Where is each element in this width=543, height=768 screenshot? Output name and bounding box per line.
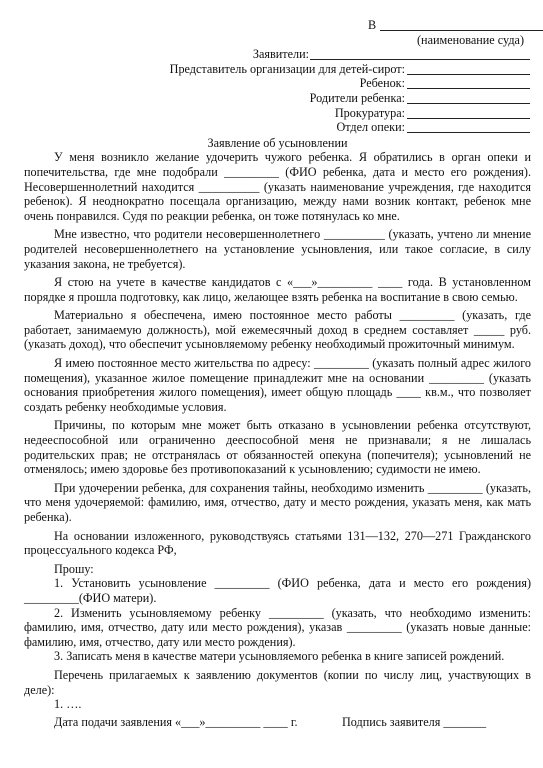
child-field[interactable] bbox=[407, 76, 530, 89]
paragraph-legal-basis: На основании изложенного, руководствуясь статьями 131—132, 270—271 Гражданского процессуального кодекса РФ, bbox=[24, 528, 531, 558]
applicants-row bbox=[24, 47, 531, 62]
parents-label: Родители ребенка: bbox=[309, 90, 405, 105]
applicant-signature: Подпись заявителя _______ bbox=[342, 714, 487, 729]
paragraph-intent: У меня возникло желание удочерить чужого ребенка. Я обратились в орган опеки и попечительства, где мне подобрали _________ (ФИО ребенка, дата и место его рождения). Несовершеннолетний находится __________ (указать наименование учреждения, где находится ребенок). Я неоднократно посещала организацию, между нами возник контакт, ребенок мне очень понравился. Судя по реакции ребенка, он тоже потянулась ко мне. bbox=[24, 150, 531, 223]
applicants-field[interactable] bbox=[310, 47, 530, 60]
paragraph-residence: Я имею постоянное место жительства по адресу: _________ (указать полный адрес жилого помещения), указанное жилое помещение принадлежит мне на основании _________ (указать основания приобретения жилого помещения), имеет общую площадь ____ кв.м., что позволяет создать ребенку необходимые условия. bbox=[24, 356, 531, 414]
custody-label: Отдел опеки: bbox=[336, 120, 405, 135]
prosecutor-field[interactable] bbox=[407, 106, 530, 119]
request-item-3: 3. Записать меня в качестве матери усыновляемого ребенка в книге записей рождений. bbox=[54, 649, 505, 664]
paragraph-registration: Я стою на учете в качестве кандидатов с «___»_________ ____ года. В установленном порядке я прошла подготовку, как лицо, желающее взять ребенка на воспитание в свою семью. bbox=[24, 275, 531, 304]
prosecutor-row bbox=[24, 106, 531, 121]
child-row bbox=[24, 76, 531, 91]
applicants-label: Заявители: bbox=[252, 47, 309, 62]
child-label: Ребенок: bbox=[359, 76, 405, 91]
custody-field[interactable] bbox=[407, 120, 530, 133]
representative-label: Представитель организации для детей-сирот: bbox=[169, 61, 405, 76]
court-note: (наименование суда) bbox=[417, 32, 524, 47]
paragraph-income: Материально я обеспечена, имею постоянное место работы _________ (указать, где работает, занимаемую должность), мой ежемесячный доход в среднем составляет _____ руб. (указать доход), что обеспечит усыновляемому ребенку необходимый прожиточный минимум. bbox=[24, 308, 531, 352]
signature-row bbox=[24, 715, 531, 731]
paragraph-parents-consent: Мне известно, что родители несовершеннолетнего __________ (указать, учтено ли мнение родителей несовершеннолетнего на установление усыновления, или такое согласие, в силу указания закона, не требуется). bbox=[24, 227, 531, 271]
court-field[interactable] bbox=[380, 18, 543, 31]
request-heading: Прошу: bbox=[54, 561, 94, 576]
prosecutor-label: Прокуратура: bbox=[334, 105, 405, 120]
request-item-2: 2. Изменить усыновляемому ребенку _________ (указать, что необходимо изменить: фамилию, имя, отчество, дату или место рождения), указав _________ (указать новые данные: фамилию, имя, отчество, дату или место рождения). bbox=[24, 605, 531, 649]
representative-row bbox=[24, 62, 531, 77]
parents-row bbox=[24, 91, 531, 106]
submission-date: Дата подачи заявления «___»_________ ____ г. bbox=[54, 714, 298, 729]
court-row bbox=[24, 18, 531, 33]
document-title: Заявление об усыновлении bbox=[207, 135, 348, 150]
representative-field[interactable] bbox=[407, 62, 530, 75]
custody-row bbox=[24, 120, 531, 135]
attachment-item-1: 1. …. bbox=[54, 697, 82, 712]
paragraph-secrecy: При удочерении ребенка, для сохранения тайны, необходимо изменить _________ (указать, что меня удочеряемой: фамилию, имя, отчество, дату и место рождения, указать меня, как мать ребенка). bbox=[24, 480, 531, 524]
request-item-1: 1. Установить усыновление _________ (ФИО ребенка, дата и место его рождения) _________(ФИО матери). bbox=[24, 576, 531, 605]
court-prefix: В bbox=[368, 18, 377, 32]
court-note-row bbox=[24, 33, 531, 48]
paragraph-no-obstacles: Причины, по которым мне может быть отказано в усыновлении ребенка отсутствуют, недееспособной или ограниченно дееспособной меня не признавали; я не лишалась родительских прав; не отстранялась от обязанностей опекуна (попечителя); усыновлений не отменялось; имею здоровье без противопоказаний к усыновлению; судимости не имею. bbox=[24, 418, 531, 477]
parents-field[interactable] bbox=[407, 91, 530, 104]
attachments-heading: Перечень прилагаемых к заявлению документов (копии по числу лиц, участвующих в деле): bbox=[24, 667, 531, 697]
